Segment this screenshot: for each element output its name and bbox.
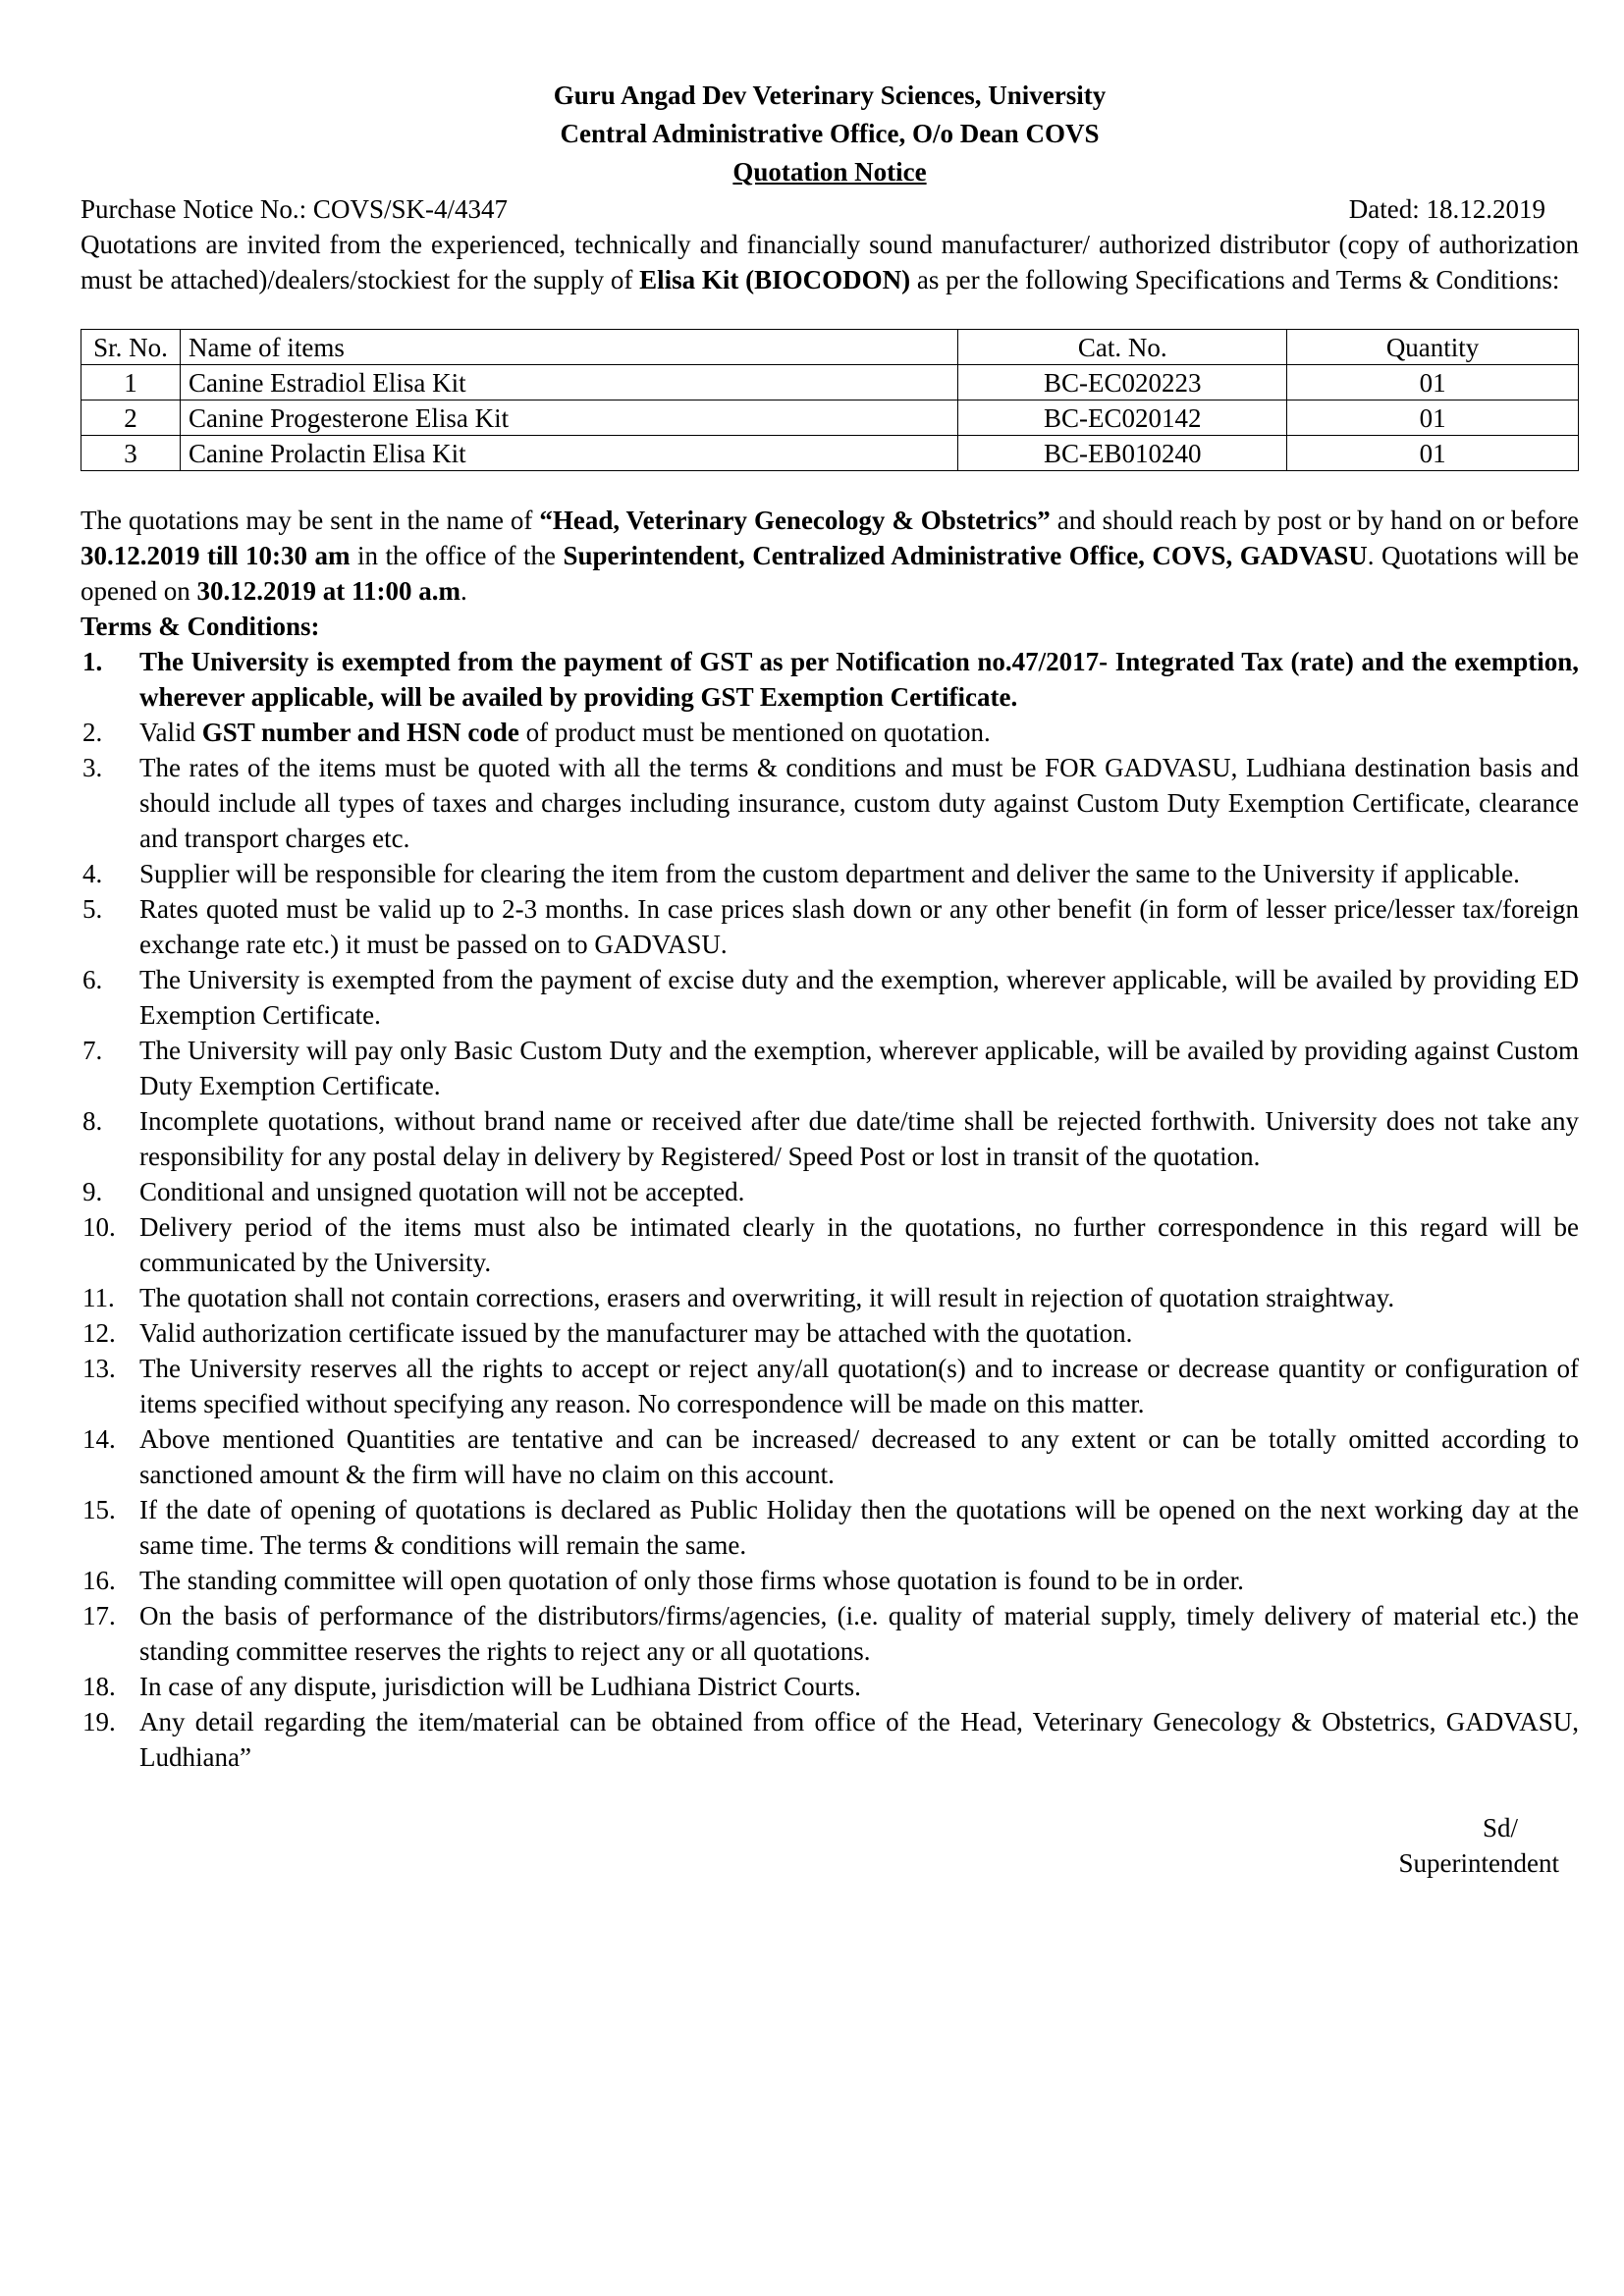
list-item: 5. Rates quoted must be valid up to 2-3 months. In case prices slash down or any other benefit (in form of lesser price/lesser tax/foreign exchange rate etc.) it must be passed on to GADVASU. [82,894,1579,959]
col-header-cat-no: Cat. No. [958,330,1287,365]
list-item: 16. The standing committee will open quotation of only those firms whose quotation is found to be in order. [82,1566,1244,1595]
list-item: 1. The University is exempted from the payment of GST as per Notification no.47/2017- Integrated Tax (rate) and the exemption, wherever applicable, will be availed by providing GST Exemption Certificate. [82,647,1579,712]
signature-sd: Sd/ [1482,1813,1518,1842]
list-item: 14. Above mentioned Quantities are tentative and can be increased/ decreased to any extent or can be totally omitted according to sanctioned amount & the firm will have no claim on this account. [82,1424,1579,1489]
terms-heading: Terms & Conditions: [81,612,320,641]
list-item: 10. Delivery period of the items must also be intimated clearly in the quotations, no further correspondence in this regard will be communicated by the University. [82,1212,1579,1277]
list-item: 9. Conditional and unsigned quotation will not be accepted. [82,1177,745,1206]
submission-paragraph: The quotations may be sent in the name of “Head, Veterinary Genecology & Obstetrics” and should reach by post or by hand on or before 30.12.2019 till 10:30 am in the office of the Superintendent, Centralized Administrative Office, COVS, GADVASU. Quotations will be opened on 30.12.2019 at 11:00 a.m. [81,506,1580,606]
cell-sr-no: 3 [81,436,181,471]
cell-item-name: Canine Prolactin Elisa Kit [180,436,957,471]
col-header-quantity: Quantity [1287,330,1579,365]
list-item: 19. Any detail regarding the item/material can be obtained from office of the Head, Veterinary Genecology & Obstetrics, GADVASU, Ludhiana” [82,1707,1579,1772]
document-page [81,77,1579,1881]
terms-list [81,644,1579,1775]
cell-quantity: 01 [1287,400,1579,436]
cell-sr-no: 1 [81,365,181,400]
list-item: 18. In case of any dispute, jurisdiction will be Ludhiana District Courts. [82,1672,861,1701]
cell-sr-no: 2 [81,400,181,436]
list-item: 4. Supplier will be responsible for clearing the item from the custom department and deliver the same to the University if applicable. [82,859,1520,888]
notice-title: Quotation Notice [732,157,927,187]
notice-date: Dated: 18.12.2019 [1348,194,1545,224]
intro-paragraph: Quotations are invited from the experienced, technically and financially sound manufacturer/ authorized distributor (copy of authorization must be attached)/dealers/stockiest for the supply of Elisa Kit (BIOCODON) as per the following Specifications and Terms & Conditions: [81,230,1579,294]
list-item: 17. On the basis of performance of the distributors/firms/agencies, (i.e. quality of material supply, timely delivery of material etc.) the standing committee reserves the rights to reject any or all quotations. [82,1601,1579,1666]
purchase-notice-number: Purchase Notice No.: COVS/SK-4/4347 [81,194,508,224]
item-name-bold: Elisa Kit (BIOCODON) [639,265,911,294]
cell-item-name: Canine Progesterone Elisa Kit [180,400,957,436]
office-name: Central Administrative Office, O/o Dean COVS [560,119,1100,148]
university-name: Guru Angad Dev Veterinary Sciences, University [553,80,1107,110]
cell-cat-no: BC-EB010240 [958,436,1287,471]
list-item: 2. Valid GST number and HSN code of product must be mentioned on quotation. [82,718,991,747]
items-table [81,329,1579,471]
list-item: 12. Valid authorization certificate issued by the manufacturer may be attached with the quotation. [82,1318,1133,1348]
list-item: 6. The University is exempted from the payment of excise duty and the exemption, wherever applicable, will be availed by providing ED Exemption Certificate. [82,965,1579,1030]
notice-meta [81,191,1579,227]
cell-item-name: Canine Estradiol Elisa Kit [180,365,957,400]
table-row [81,400,1579,436]
table-row [81,436,1579,471]
cell-quantity: 01 [1287,436,1579,471]
cell-quantity: 01 [1287,365,1579,400]
table-row [81,365,1579,400]
list-item: 3. The rates of the items must be quoted with all the terms & conditions and must be FOR GADVASU, Ludhiana destination basis and should include all types of taxes and charges including insurance, custom duty against Custom Duty Exemption Certificate, clearance and transport charges etc. [82,753,1579,853]
document-header [81,77,1579,191]
list-item: 15. If the date of opening of quotations is declared as Public Holiday then the quotations will be opened on the next working day at the same time. The terms & conditions will remain the same. [82,1495,1579,1560]
table-header-row [81,330,1579,365]
col-header-name: Name of items [180,330,957,365]
col-header-sr-no: Sr. No. [81,330,181,365]
list-item: 8. Incomplete quotations, without brand name or received after due date/time shall be rejected forthwith. University does not take any responsibility for any postal delay in delivery by Registered/ Speed Post or lost in transit of the quotation. [82,1106,1579,1171]
cell-cat-no: BC-EC020223 [958,365,1287,400]
signature-title: Superintendent [1398,1848,1559,1878]
list-item: 13. The University reserves all the rights to accept or reject any/all quotation(s) and to increase or decrease quantity or configuration of items specified without specifying any reason. No correspondence will be made on this matter. [82,1354,1579,1418]
list-item: 11. The quotation shall not contain corrections, erasers and overwriting, it will result in rejection of quotation straightway. [82,1283,1395,1312]
cell-cat-no: BC-EC020142 [958,400,1287,436]
list-item: 7. The University will pay only Basic Custom Duty and the exemption, wherever applicable, will be availed by providing against Custom Duty Exemption Certificate. [82,1036,1579,1100]
